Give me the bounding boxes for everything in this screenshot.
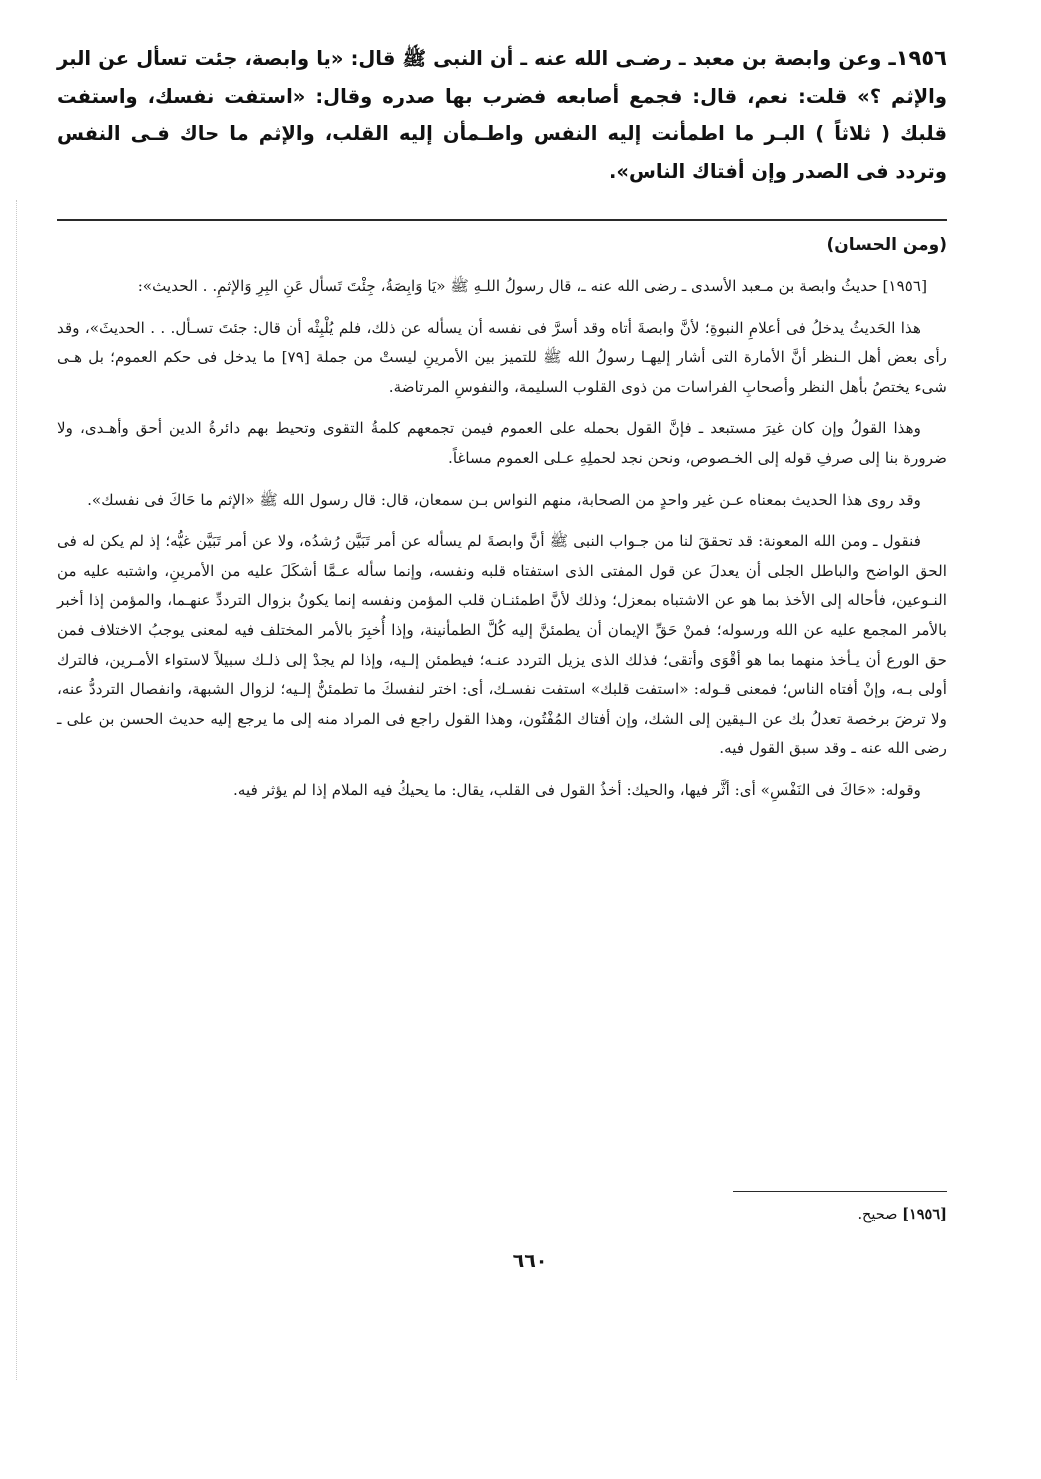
hadith-text: وعن وابصة بن معبد ـ رضـى الله عنه ـ أن النبى ﷺ قال: «يا وابصة، جئت تسأل عن البر والإثم ؟» قلت: نعم، قال: فجمع أصابعه فضرب بها صدره وقال: «استفت نفسك، واستفت قلبك ( ثلاثاً ) البـر ما اطمأنت إليه النفس واطـمأن إليه القلب، والإثم ما حاك فـى النفس وتردد فى الصدر وإن أفتاك الناس».	[57, 47, 947, 183]
commentary	[57, 272, 947, 818]
scan-edge-dots	[16, 200, 18, 1380]
commentary-paragraph: وهذا القولُ وإن كان غيرَ مستبعد ـ فإنَّ القول بحمله على العموم فيمن تجمعهم كلمةُ التقوى وتحيط بهم دائرةُ الدين أحق وأهـدى، ولا ضرورة بنا إلى صرفِ قوله إلى الخـصوص، ونحن نجد لحملِهِ عـلى العموم مساغاً.	[57, 419, 947, 467]
page-number: ٦٦٠	[512, 1250, 548, 1272]
commentary-paragraph: وقد روى هذا الحديث بمعناه عـن غير واحدٍ من الصحابة، منهم النواس بـن سمعان، قال: قال رسول الله ﷺ «الإثم ما حَاكَ فى نفسك».	[87, 490, 921, 509]
footnote-number: [١٩٥٦]	[902, 1206, 947, 1223]
commentary-paragraph: فنقول ـ ومن الله المعونة: قد تحققَ لنا من جـواب النبى ﷺ أنَّ وابصةَ لم يسأله عن أمر تَبَيَّن رُشدُه، ولا عن أمر تَبَيَّن غيُّه؛ إذ لم يكن له فى الحق الواضح والباطل الجلى أن يعدلَ عن قول المفتى الذى استفتاه قلبه ونفسه، وإنما سأله عـمَّا أشكَلَ عليه من الأمرينِ، واشتبه عليه من النـوعين، فأحاله إلى الأخذ بما هو عن الاشتباه بمعزل؛ وذلك لأنَّ اطمئنـان قلب المؤمن ونفسه إنما يكونُ بزوال الترددِّ عنهـما، والمؤمن إذا أخبر بالأمر المجمع عليه عن الله ورسوله؛ فمنْ حَقِّ الإيمان أن يطمئنَّ إليه كُلَّ الطمأنينة، وإذا أُخبِرَ بالأمر المختلف فيه لمعنى يوجبُ الاختلاف فمن حق الورع أن يـأخذ منهما بما هو أقْوَى وأتقى؛ فذلك الذى يزيل التردد عنـه؛ فيطمئن إلـيه، وإذا لم يجدْ إلى ذلـك سبيلاً لاستواء الأمـرين، فالترك أولى بـه، وإنْ أفتاه الناس؛ فمعنى قـوله: «استفت قلبك» استفت نفسـك، أى: اختر لنفسكَ ما تطمئنُّ إلـيه؛ لزوال الشبهة، وانفصال الترددُّ عنه، ولا ترضَ برخصة تعدلُ بك عن الـيقين إلى الشك، وإن أفتاك المُفْتُون، وهذا القول راجع فى المراد منه إلى ما يرجع إليه حديث الحسن بن على ـ رضى الله عنه ـ وقد سبق القول فيه.	[57, 532, 947, 758]
hadith-number: ١٩٥٦ـ	[888, 46, 947, 70]
footnote-text: صحيح.	[857, 1207, 898, 1223]
section-divider	[57, 219, 947, 221]
commentary-paragraph: وقوله: «حَاكَ فى النَفْسِ» أى: أثَّر فيها، والحيك: أخذُ القول فى القلب، يقال: ما يحيكُ فيه الملام إذا لم يؤثر فيه.	[233, 780, 921, 799]
commentary-paragraph: هذا الحَديثُ يدخلُ فى أعلامِ النبوةِ؛ لأنَّ وابصةَ أتاه وقد أسرَّ فى نفسه أن يسأله عن ذلك، فلم يُلْبِثْه أن قال: جئتَ تسـأل. . . الحديثَ»، وقد رأى بعض أهل الـنظر أنَّ الأمارة التى أشار إليهـا رسولُ الله ﷺ للتميز بين الأمرينِ ليستْ من جملة [٧٩] ما يدخل فى حكم العموم؛ بل هـى شىء يختصُ بأهل النظر وأصحابِ الفراسات من ذوى القلوب السليمة، والنفوسِ المرتاضة.	[57, 318, 948, 396]
commentary-paragraph: [١٩٥٦] حديثُ وابصة بن مـعبد الأسدى ـ رضى الله عنه ـ، قال رسولُ اللـهِ ﷺ «يَا وَابِصَةُ، جِئْتَ تَسأل عَنِ البِرِ وَالإثمِ. . الحديث»:	[137, 277, 927, 295]
footnote-divider	[733, 1191, 947, 1192]
section-heading: (ومن الحسان)	[826, 235, 947, 255]
main-hadith	[57, 40, 947, 190]
footnote	[857, 1205, 947, 1225]
